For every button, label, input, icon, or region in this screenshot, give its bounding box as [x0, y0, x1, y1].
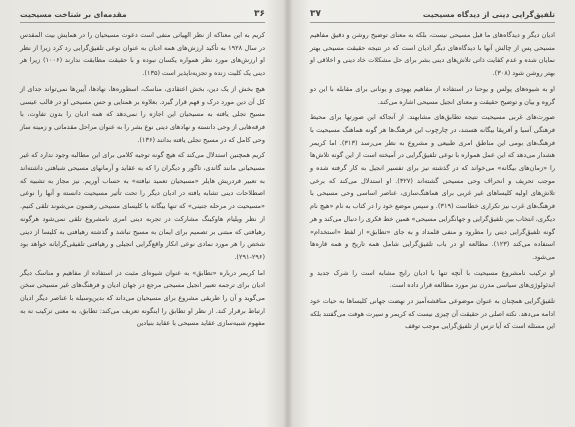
- right-page-body: [310, 29, 555, 333]
- left-paragraph-3: کریم همچنین استدلال می‌کند که هیچ گونه توجیه کلامی برای این مطالبه وجود ندارد که غیر مسیحیانی مانند گاندی، تاگور و دیگران را که به عقاید و آرمانهای مسیحی شباهتی داشته‌اند به تعبیر فردریش هایلر «مسیحیان تعمید نیافته» به حساب آوریم. نیز مجاز به تشبیه که اصطلاحات دینی تشابه یافته در ادیان دیگر را تحت تأثیر مسیحیت دانسته و آنها را نوعی «مسیحیت در مرحله جنینی» که تنها بیگانه با کلیسای مسیحی رهنمون می‌شوند تلقی کنیم. از نظر ویلیام هاوکینگ مشارکت در تجربه دینی امری نامشروع تلقی نمی‌شود هرگونه رهیافتی که مبتنی بر تصمیم برای ایمان به مسیح نباشد و گذشته رهیافتی به کلیسا از دینی شخص را هر مورد نمادی نوعی انکار واقع‌گرایی انجیلی و رهیافتی تلفیقی‌گرایانه خواهد بود (۲۹۶-۲۹۱).: [20, 151, 265, 261]
- right-paragraph-2: او به شیوه‌های پولس و یوحنا در استفاده از مفاهیم یهودی و یونانی برای مقابله با این دو گروه و بیان و توضیح حقیقت و معنای انجیل مسیحی اشاره می‌کند.: [310, 84, 555, 106]
- right-page-header: [310, 8, 555, 23]
- right-running-head: تلفیق‌گرایی دینی از دیدگاه مسیحیت: [422, 9, 555, 19]
- right-page-number: ۳۷: [310, 9, 321, 19]
- right-paragraph-5: تلفیق‌گرایی همچنان به عنوان موضوعی مناقشه‌آمیز در نهضت جهانی کلیساها به حیات خود ادامه می‌دهد. نکته اصلی در حقیقت آن چیزی نیست که کریمر و سیرت هوفت می‌گفتند بلکه این مسئله است که آیا ترس از تلفیق‌گرایی موجب توقف: [310, 297, 555, 331]
- left-page-body: [20, 29, 265, 330]
- right-paragraph-1: ادیان دیگر و دیدگاه‌های ما قبل مسیحی نیست، بلکه به معنای توضیح روشن و دقیق مفاهیم مسیحی پس از چالش آنها با دیدگاه‌های دیگر ادیان است که در نتیجه حقیقت مسیحی بهتر نمایان شده و عدم کفایت ذاتی تلاش‌های دینی بشر برای حل مشکلات خاد دینی و اخلاقی او بهتر روشن شود (۳۰۸).: [310, 31, 555, 78]
- left-paragraph-2: هیچ بخش از یک دین، بخش اعتقادی، مناسک، اسطوره‌ها، نهادها، آیین‌ها نمی‌تواند جدای از کل آن دین مورد درک و فهم قرار گیرد. بعلاوه بر همتایی و حس مسیحی او در قالب عیسی مسیح تجلی یافته به مسیحیان این اجازه را نمی‌دهد که همه ادیان را بدون تفاوت، با فرقه‌هایی از وحی دانسته و نهادهای دینی نوع بشر را به عنوان مراحل مقدماتی و زمینه ساز وحی کامل که در مسیح تجلی یافته بدانند (۱۳۶).: [20, 84, 265, 144]
- right-paragraph-3: صورت‌های غربی مسیحیت نتیجه تطابق‌های مشابهند. از آنجاکه این صورتها برای محیط فرهنگی آسیا و آفریقا بیگانه هستند، در چارچوب این فرهنگ‌ها هر گونه هماهنگ مسیحیت با فرهنگ‌های بومی این مناطق امری طبیعی و مشروع به نظر می‌رسد (۳۱۳). اما کریمر هشدار می‌دهد که این عمل همواره با نوعی تلفیق‌گرایی در آمیخته است از این گونه تلاش‌ها را «زمان‌های بیگانه» می‌خواند که در گذشته نیز برای تفسیر انجیل به کار گرفته شده و موجب تحریف و انحراف وحی مسیحی گشته‌اند (۳۲۷). او استدلال می‌کند که برخی تلاش‌های اولیه کلیساهای غیر غربی برای هماهنگ‌سازی، عناصر اساسی وحی مسیحی با فرهنگ‌های غرب نیز تکراری خطاست (۳۱۹). و سپس موضع خود را در کتاب به نام «هیچ نام دیگری، انتخاب بین تلفیق‌گرایی و جهانگرایی مسیحی» همین خط فکری را دنبال می‌کند و هر گونه تلفیق‌گرایی دینی را مطرود و منفی قلمداد و به جای «تطابق» از لفظ «استخدام» استفاده می‌کند (۱۲۳). مطالعه او در باب تلفیق‌گرایی شامل همه تاریخ و همه قاره‌ها می‌شود.: [310, 113, 556, 261]
- left-paragraph-4: اما کریمر درباره «تطابق» به عنوان شیوه‌ای مثبت در استفاده از مفاهیم و مناسک دیگر ادیان برای ترجمه تعبیر انجیل مسیحی مرجع در جهان ادیان و فرهنگ‌های غیر مسیحی سخن می‌گوید و آن را طریقی مشروع برای مسیحیان می‌داند که بدین‌وسیله با عناصر دیگر ادیان ارتباط برقرار کند. از نظر او تطابق را اینگونه تعریف می‌کند: تطابق، به معنی ترکیب نه به مفهوم شبیه‌سازی عقاید مسیحی با عقاید بنیادین: [20, 268, 265, 328]
- left-page-number: ۳۶: [254, 9, 265, 19]
- right-page: [288, 0, 575, 427]
- left-paragraph-1: کریم به این معناکه از نظر الهیاتی منفی است دعوت مسیحیان را در همایش بیت المقدس در سال ۱۹۲۸ به تأکید ارزش‌های همه ادیان به عنوان نوعی تلفیق‌گرایی رد کرد زیرا از نظر او ارزش‌های مورد نظر همواره یکسان نبوده و با حقیقت مطابقت ندارند (۱۰۰۶) زیرا هر دینی یک کلیت زنده و تجزیه‌ناپذیر است (۱۳۵).: [20, 31, 265, 78]
- left-page: [0, 0, 287, 427]
- left-running-head: مقدمه‌ای بر شناخت مسیحیت: [20, 9, 127, 19]
- left-page-header: [20, 8, 265, 23]
- right-paragraph-4: او ترکیب نامشروع مسیحیت با آنچه تنها با ادیان رایج مشابه است را شرک جدید و ایدئولوژی‌های سیاسی مدرن نیز مورد مطالعه قرار داده است.: [310, 268, 555, 290]
